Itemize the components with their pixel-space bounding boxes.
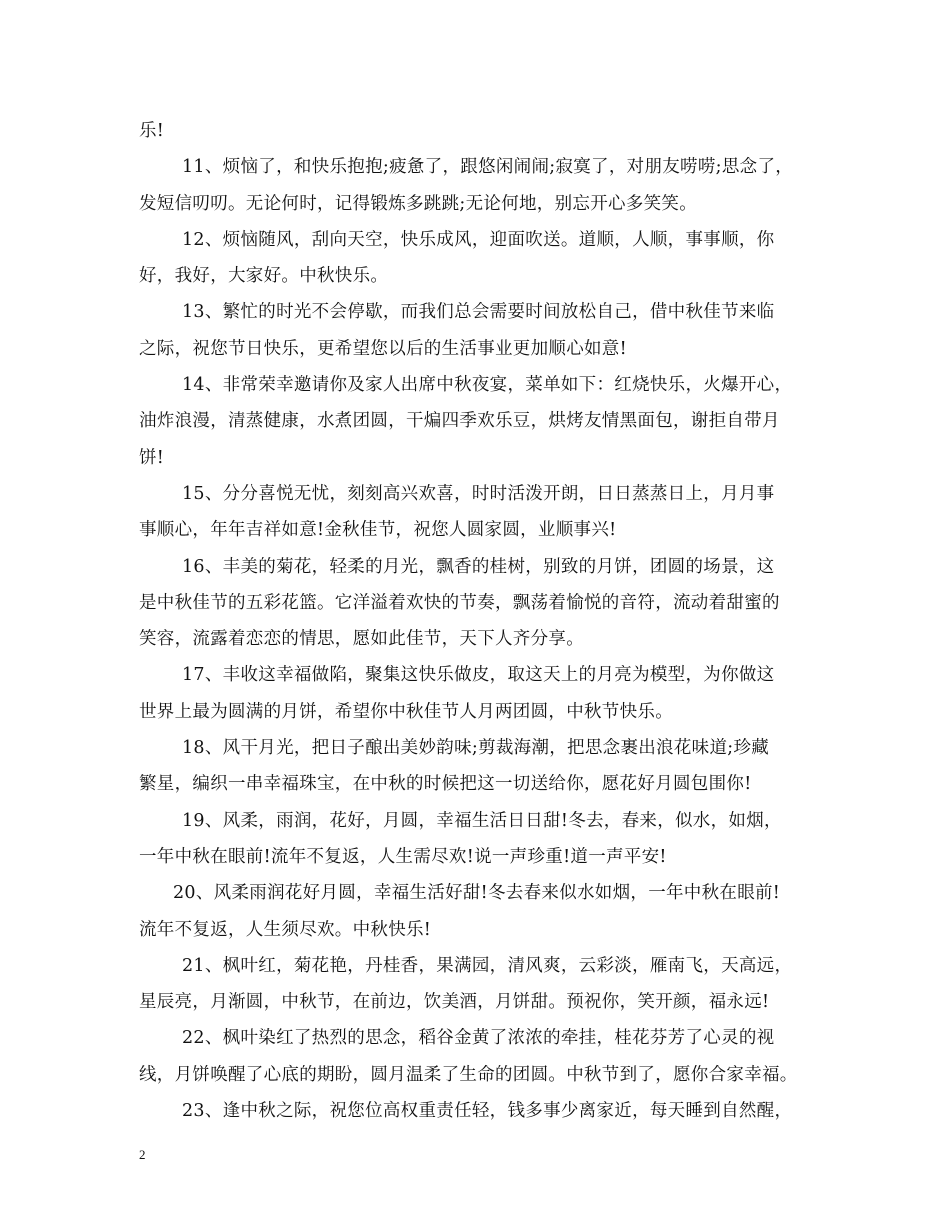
text-line: 笑容，流露着恋恋的情思，愿如此佳节，天下人齐分享。 bbox=[139, 629, 584, 650]
paragraph-first-line: 19、风柔，雨润，花好，月圆，幸福生活日日甜!冬去，春来，似水，如烟， bbox=[182, 810, 782, 831]
document-body bbox=[139, 113, 819, 1129]
text-line: 世界上最为圆满的月饼，希望你中秋佳节人月两团圆，中秋节快乐。 bbox=[139, 701, 673, 722]
text-line: 饼! bbox=[139, 447, 165, 468]
paragraph-first-line: 23、逢中秋之际，祝您位高权重责任轻，钱多事少离家近，每天睡到自然醒， bbox=[182, 1101, 793, 1122]
text-line: 事顺心，年年吉祥如意!金秋佳节，祝您人圆家圆，业顺事兴! bbox=[139, 520, 617, 541]
paragraph-first-line: 11、烦恼了，和快乐抱抱;疲惫了，跟悠闲闹闹;寂寞了，对朋友唠唠;思念了， bbox=[182, 157, 794, 178]
paragraph-first-line: 17、丰收这幸福做陷，聚集这快乐做皮，取这天上的月亮为模型，为你做这 bbox=[182, 665, 775, 686]
text-line: 之际，祝您节日快乐，更希望您以后的生活事业更加顺心如意! bbox=[139, 338, 627, 359]
text-line: 是中秋佳节的五彩花篮。它洋溢着欢快的节奏，飘荡着愉悦的音符，流动着甜蜜的 bbox=[139, 592, 780, 613]
paragraph-first-line: 16、丰美的菊花，轻柔的月光，飘香的桂树，别致的月饼，团圆的场景，这 bbox=[182, 556, 775, 577]
text-line: 线，月饼唤醒了心底的期盼，圆月温柔了生命的团圆。中秋节到了，愿你合家幸福。 bbox=[139, 1064, 798, 1085]
paragraph-first-line: 18、风干月光，把日子酿出美妙韵味;剪裁海潮，把思念裹出浪花味道;珍藏 bbox=[182, 738, 770, 759]
text-line: 乐! bbox=[139, 121, 165, 141]
text-line: 好，我好，大家好。中秋快乐。 bbox=[139, 266, 389, 287]
page-number: 2 bbox=[139, 1147, 146, 1162]
paragraph-first-line: 12、烦恼随风，刮向天空，快乐成风，迎面吹送。道顺，人顺，事事顺，你 bbox=[182, 229, 775, 250]
text-line: 油炸浪漫，清蒸健康，水煮团圆，干煸四季欢乐豆，烘烤友情黑面包，谢拒自带月 bbox=[139, 411, 780, 432]
text-line: 一年中秋在眼前!流年不复返，人生需尽欢!说一声珍重!道一声平安! bbox=[139, 846, 667, 867]
text-line: 发短信叨叨。无论何时，记得锻炼多跳跳;无论何地，别忘开心多笑笑。 bbox=[139, 193, 697, 214]
text-line: 流年不复返，人生须尽欢。中秋快乐! bbox=[139, 919, 432, 940]
paragraph-first-line: 21、枫叶红，菊花艳，丹桂香，果满园，清风爽，云彩淡，雁南飞，天高远， bbox=[182, 955, 793, 976]
paragraph-first-line: 22、枫叶染红了热烈的思念，稻谷金黄了浓浓的牵挂，桂花芬芳了心灵的视 bbox=[182, 1028, 775, 1049]
paragraph-first-line: 15、分分喜悦无忧，刻刻高兴欢喜，时时活泼开朗，日日蒸蒸日上，月月事 bbox=[182, 483, 775, 504]
paragraph-first-line: 14、非常荣幸邀请你及家人出席中秋夜宴，菜单如下：红烧快乐，火爆开心， bbox=[182, 375, 793, 396]
text-line: 星辰亮，月渐圆，中秋节，在前边，饮美酒，月饼甜。预祝你，笑开颜，福永远! bbox=[139, 992, 770, 1013]
paragraph-first-line: 13、繁忙的时光不会停歇，而我们总会需要时间放松自己，借中秋佳节来临 bbox=[182, 302, 775, 323]
text-line: 繁星，编织一串幸福珠宝，在中秋的时候把这一切送给你，愿花好月圆包围你! bbox=[139, 774, 752, 795]
paragraph-first-line: 20、风柔雨润花好月圆，幸福生活好甜!冬去春来似水如烟，一年中秋在眼前! bbox=[173, 883, 781, 904]
